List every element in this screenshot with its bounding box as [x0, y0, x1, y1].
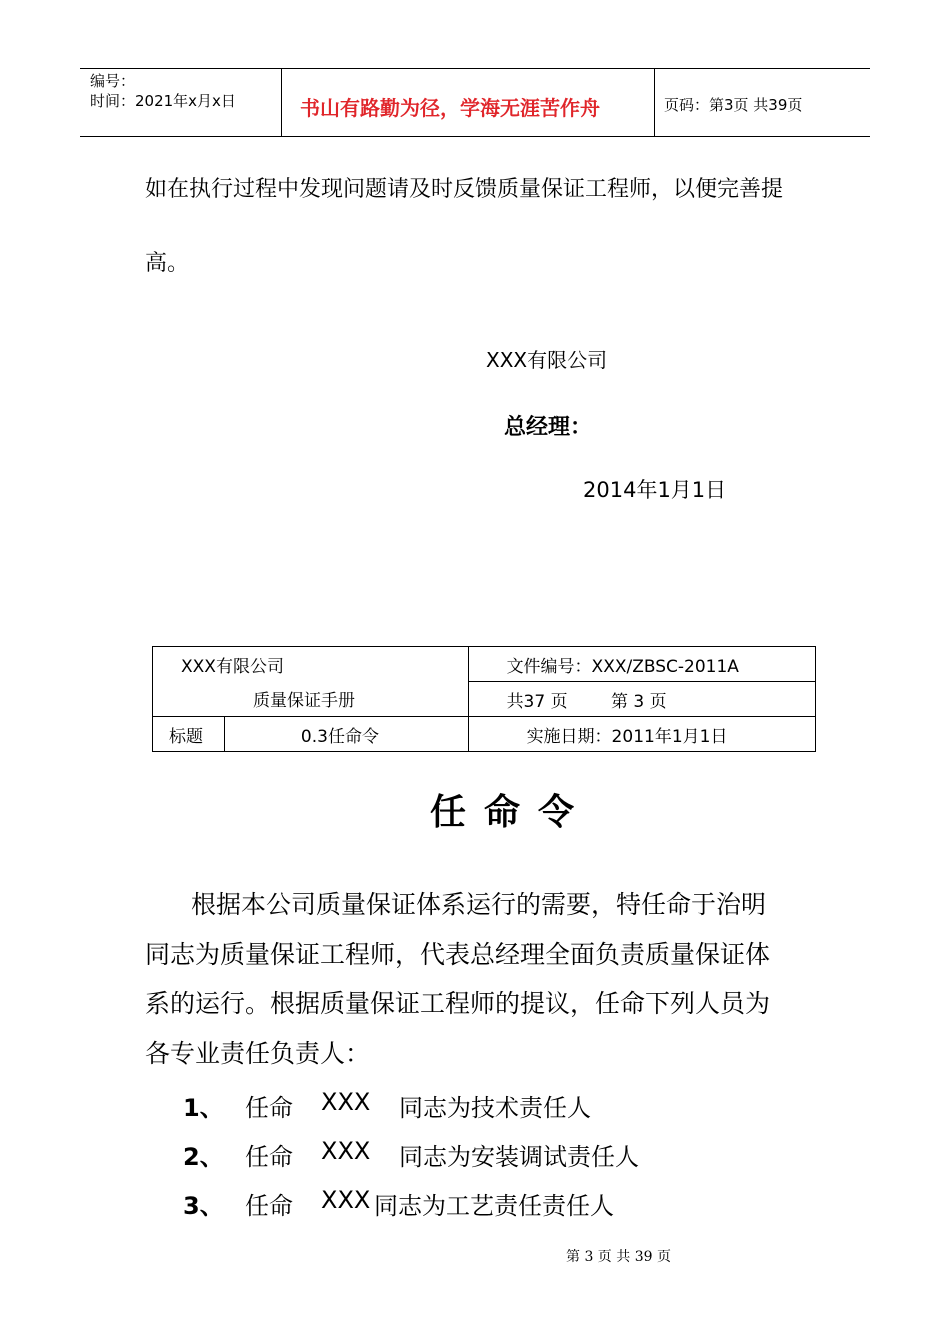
header-bottom-border	[80, 136, 870, 137]
paragraph-line-3: 系的运行。根据质量保证工程师的提议，任命下列人员为	[145, 989, 771, 1018]
document-title: 任命令	[430, 792, 593, 833]
appointment-item-3	[183, 1186, 614, 1221]
info-manual	[153, 682, 469, 717]
info-title-value: 0.3任命令	[224, 717, 468, 752]
info-total-pages: 共37 页	[506, 691, 568, 712]
header-motto: 书山有路勤为径，学海无涯苦作舟	[300, 96, 600, 120]
paragraph-line-4: 各专业责任负责人：	[145, 1038, 371, 1068]
header-time-label: 时间：2021年x月x日	[90, 92, 236, 110]
header-top-border	[80, 68, 870, 69]
appointment-role: 同志为工艺责任责任人	[374, 1192, 614, 1220]
appointment-role: 同志为安装调试责任人	[399, 1143, 639, 1171]
appointment-item-2	[183, 1137, 639, 1172]
page-footer: 第 3 页 共 39 页	[566, 1249, 671, 1265]
signature-date: 2014年1月1日	[583, 478, 727, 502]
appointment-item-1	[183, 1088, 591, 1123]
header-page-label: 页码：第3页 共39页	[664, 96, 803, 114]
header-divider-left	[281, 68, 282, 136]
header-code-label: 编号：	[90, 72, 136, 90]
appointment-paragraph	[145, 880, 770, 1078]
appointment-verb: 任命	[245, 1143, 293, 1171]
info-page-no: 第 3 页	[611, 691, 667, 712]
appointment-num: 2、	[183, 1143, 224, 1171]
signature-manager: 总经理：	[504, 415, 593, 440]
closing-line-1: 如在执行过程中发现问题请及时反馈质量保证工程师，以便完善提	[145, 177, 784, 202]
info-company: XXX有限公司	[153, 647, 469, 682]
info-manual-text: 质量保证手册	[253, 691, 355, 712]
appointment-num: 1、	[183, 1094, 224, 1122]
paragraph-line-2: 同志为质量保证工程师，代表总经理全面负责质量保证体	[145, 939, 771, 969]
signature-company: XXX有限公司	[486, 348, 608, 372]
document-info-table	[152, 646, 816, 752]
appointment-num: 3、	[183, 1192, 224, 1220]
header-divider-right	[654, 68, 655, 136]
paragraph-line-1: 根据本公司质量保证体系运行的需要，特任命于治明	[191, 890, 767, 919]
info-title-label: 标题	[153, 717, 225, 752]
appointment-verb: 任命	[245, 1192, 293, 1220]
appointment-role: 同志为技术责任人	[399, 1094, 591, 1122]
info-pages	[468, 682, 815, 717]
appointment-verb: 任命	[245, 1094, 293, 1122]
appointment-name: XXX	[321, 1088, 371, 1116]
info-doc-no: 文件编号：XXX/ZBSC-2011A	[468, 647, 815, 682]
info-effective-date: 实施日期：2011年1月1日	[468, 717, 815, 752]
appointment-name: XXX	[321, 1137, 371, 1165]
appointment-name: XXX	[321, 1186, 371, 1214]
closing-line-2: 高。	[145, 251, 190, 276]
